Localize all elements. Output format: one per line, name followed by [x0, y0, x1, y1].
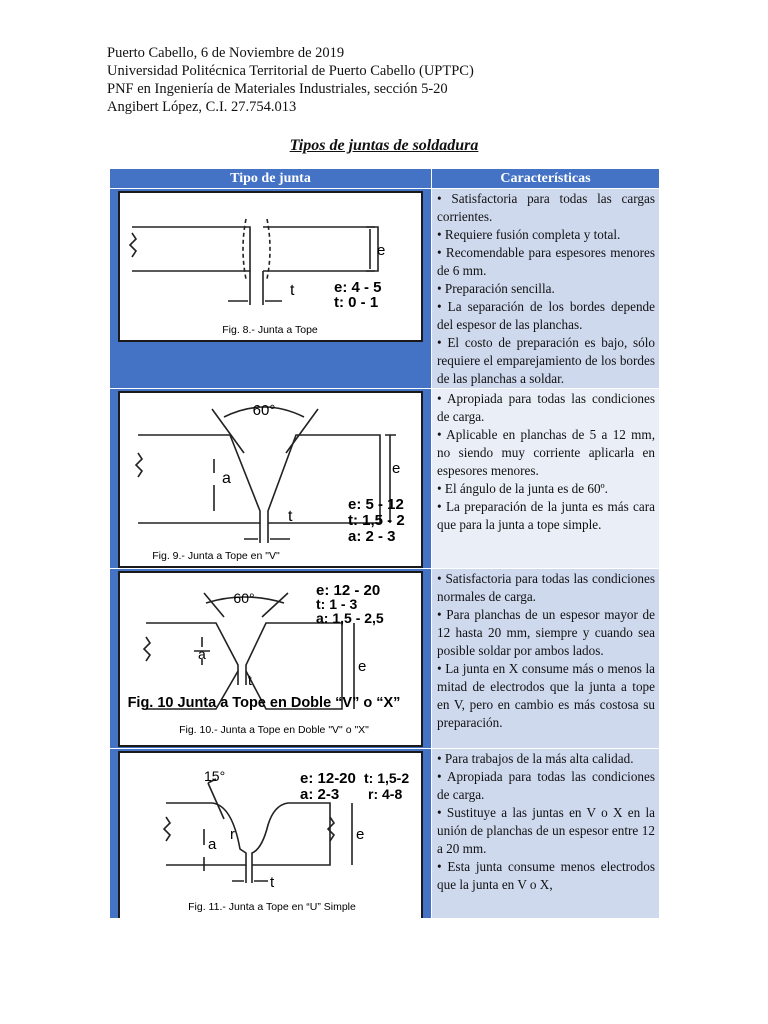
dim-e-label: e [358, 658, 367, 675]
characteristics-cell [432, 569, 660, 749]
figure-cell [110, 189, 432, 389]
table-row [110, 389, 660, 569]
figure-caption: Fig. 10.- Junta a Tope en Doble "V" o "X" [179, 724, 369, 736]
list-item: • Para planchas de un espesor mayor de 12 hasta 20 mm, siempre y cuando sea posible soldar por ambos lados. [437, 607, 655, 658]
figure-caption: Fig. 11.- Junta a Tope en “U” Simple [188, 901, 356, 913]
figure-inner-title: Fig. 10 Junta a Tope en Doble “V” o “X” [127, 695, 401, 711]
list-item: • Apropiada para todas las condiciones de carga. [437, 769, 655, 802]
dim-a-label: a [208, 836, 217, 853]
joints-table [109, 168, 660, 919]
spec-t-label: t: 1 - 3 [316, 596, 358, 612]
figure-u-joint [118, 751, 423, 918]
list-item: • La separación de los bordes depende del espesor de las planchas. [437, 299, 655, 332]
table-header-row [110, 169, 660, 189]
figure-butt-joint [118, 191, 423, 342]
list-item: • Apropiada para todas las condiciones de carga. [437, 391, 655, 424]
header-date-line: Puerto Cabello, 6 de Noviembre de 2019 [107, 45, 345, 61]
spec-e-label: e: 12-20 [300, 770, 356, 787]
column-header-joint-type: Tipo de junta [110, 169, 432, 189]
dim-t-label: t [290, 282, 295, 299]
dim-e-label: e [356, 826, 365, 843]
characteristics-cell [432, 749, 660, 919]
dim-t-label: t [288, 508, 293, 525]
angle-label: 15° [204, 768, 226, 784]
spec-e-label: e: 5 - 12 [348, 496, 404, 513]
spec-e-label: e: 12 - 20 [316, 582, 381, 599]
dim-e-label: e [392, 460, 401, 477]
document-header [107, 44, 474, 116]
header-author-line: Angibert López, C.I. 27.754.013 [107, 99, 297, 115]
spec-a-label: a: 1,5 - 2,5 [316, 610, 384, 626]
header-university-line: Universidad Politécnica Territorial de Puerto Cabello (UPTPC) [107, 63, 474, 79]
spec-t-label: t: 1,5-2 [364, 770, 410, 786]
table-row [110, 189, 660, 389]
figure-caption: Fig. 8.- Junta a Tope [222, 324, 318, 336]
list-item: • Recomendable para espesores menores de 6 mm. [437, 245, 655, 278]
list-item: • Requiere fusión completa y total. [437, 227, 621, 242]
dim-a-label: a [198, 646, 206, 662]
document-title: Tipos de juntas de soldadura [289, 137, 479, 154]
spec-e-label: e: 4 - 5 [334, 279, 382, 296]
figure-v-joint [118, 391, 423, 568]
figure-cell [110, 749, 432, 919]
column-header-characteristics: Características [432, 169, 660, 189]
characteristics-cell [432, 389, 660, 569]
dim-e-label: e [377, 242, 386, 259]
list-item: • Satisfactoria para todas las condiciones normales de carga. [437, 571, 655, 604]
spec-a-label: a: 2-3 [300, 786, 340, 803]
characteristics-cell [432, 189, 660, 389]
spec-t-label: t: 0 - 1 [334, 294, 379, 311]
list-item: • La preparación de la junta es más cara que para la junta a tope simple. [437, 499, 655, 532]
list-item: • La junta en X consume más o menos la mitad de electrodos que la junta a tope en V, pero en cambio es más costosa su preparación. [437, 661, 655, 730]
dim-r-label: r [230, 826, 235, 843]
list-item: • Sustituye a las juntas en V o X en la unión de planchas de un espesor entre 12 a 20 mm. [437, 805, 655, 856]
angle-label: 60° [233, 590, 255, 606]
list-item: • Preparación sencilla. [437, 281, 555, 296]
header-program-line: PNF en Ingeniería de Materiales Industriales, sección 5-20 [107, 81, 448, 97]
dim-a-label: a [222, 470, 231, 487]
list-item: • El costo de preparación es bajo, sólo requiere el emparejamiento de los bordes de las planchas a soldar. [437, 335, 655, 386]
list-item: • Aplicable en planchas de 5 a 12 mm, no siendo muy corriente aplicarla en espesores menores. [437, 427, 655, 478]
table-row [110, 749, 660, 919]
dim-t-label: t [248, 672, 252, 688]
figure-cell [110, 389, 432, 569]
list-item: • Satisfactoria para todas las cargas corrientes. [437, 191, 655, 224]
list-item: • Esta junta consume menos electrodos que la junta en V o X, [437, 859, 655, 892]
figure-cell [110, 569, 432, 749]
dim-t-label: t [270, 874, 275, 891]
table-row [110, 569, 660, 749]
spec-a-label: a: 2 - 3 [348, 528, 396, 545]
figure-double-v-joint [118, 571, 423, 747]
spec-t-label: t: 1,5 - 2 [348, 512, 405, 529]
figure-caption: Fig. 9.- Junta a Tope en "V" [152, 550, 280, 562]
spec-r-label: r: 4-8 [368, 786, 403, 802]
list-item: • El ángulo de la junta es de 60º. [437, 481, 608, 496]
list-item: • Para trabajos de la más alta calidad. [437, 751, 634, 766]
angle-label: 60° [252, 402, 276, 419]
